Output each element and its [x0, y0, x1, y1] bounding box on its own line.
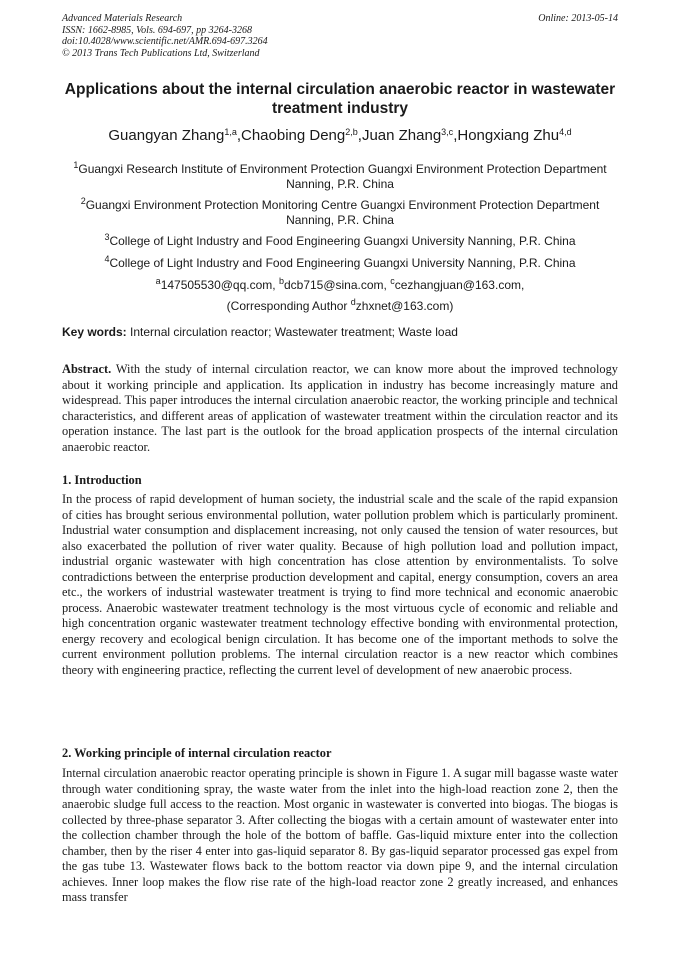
author-sup: 2,b	[345, 127, 358, 137]
email-line	[62, 278, 618, 293]
copyright-line: © 2013 Trans Tech Publications Ltd, Switzerland	[62, 47, 260, 59]
author-list: Guangyan Zhang$^{1,a}$,Chaobing Deng$^{2,b}$,Juan Zhang$^{3,c}$,Hongxiang Zhu$^{4,d}$	[108, 127, 572, 144]
affiliation-number: 2	[80, 196, 86, 206]
abstract	[62, 362, 618, 455]
section-heading: 2. Working principle of internal circulation reactor	[62, 746, 332, 760]
affiliation	[62, 234, 618, 249]
journal-header	[62, 13, 618, 59]
email-marker: a	[155, 276, 161, 286]
online-date: Online: 2013-05-14	[538, 13, 618, 24]
issn-line: ISSN: 1662-8985, Vols. 694-697, pp 3264-3268	[62, 24, 252, 36]
email-c[interactable]: cezhangjuan@163.com,	[394, 278, 525, 292]
email-a[interactable]: 147505530@qq.com,	[160, 278, 279, 292]
keywords-label: Key words:	[62, 325, 127, 339]
corresponding-label: (Corresponding Author	[226, 299, 351, 313]
affiliation-number: 1	[73, 160, 79, 170]
doi-line: doi:10.4028/www.scientific.net/AMR.694-697.3264	[62, 36, 268, 47]
email-marker: d	[350, 297, 356, 307]
email-marker: b	[278, 276, 284, 286]
affiliation-text: College of Light Industry and Food Engineering Guangxi University Nanning, P.R. China	[109, 256, 576, 270]
keywords	[62, 325, 618, 339]
paper-title: Applications about the internal circulation anaerobic reactor in wastewater treatment industry	[64, 81, 616, 117]
email-marker: c	[390, 276, 395, 286]
affiliation	[62, 256, 618, 271]
journal-name: Advanced Materials Research	[62, 13, 183, 24]
author-sup: 4,d	[559, 127, 572, 137]
author-name: Guangyan Zhang	[108, 127, 225, 144]
email-b[interactable]: dcb715@sina.com,	[283, 278, 391, 292]
author-sup: 1,a	[224, 127, 237, 137]
affiliation-text: College of Light Industry and Food Engineering Guangxi University Nanning, P.R. China	[109, 234, 576, 248]
abstract-text: With the study of internal circulation reactor, we can know more about the improved technology about it working principle and application. Its application in industry has become increasingly mature and widespread. This paper introduces the internal circulation anaerobic reactor, the working principle and technical characteristics, and different areas of application of wastewater treatment within the circulation reactor and its operation instance. The last part is the outlook for the broad application prospects of the internal circulation anaerobic reactor.	[62, 362, 618, 454]
corresponding-author-line	[62, 299, 618, 314]
abstract-label: Abstract.	[62, 362, 112, 376]
affiliation-text: Guangxi Environment Protection Monitoring Centre Guangxi Environment Protection Department Nanning, P.R. China	[85, 198, 600, 227]
author-name: Chaobing Deng	[241, 127, 346, 144]
affiliation	[62, 198, 618, 227]
keywords-text: Internal circulation reactor; Wastewater treatment; Waste load	[126, 325, 458, 339]
email-d[interactable]: zhxnet@163.com)	[355, 299, 454, 313]
author-name: Hongxiang Zhu	[457, 127, 560, 144]
affiliation-number: 3	[104, 232, 110, 242]
section-body: Internal circulation anaerobic reactor operating principle is shown in Figure 1. A sugar mill bagasse waste water through water conditioning spray, the waste water from the inlet into the high-load reaction zone 2, then the anaerobic sludge full access to the reaction. Most organic in wastewater is converted into biogas. The biogas is collected by three-phase separator 3. After collecting the biogas with a certain amount of wastewater enter into the collection chamber through the hole of the bottom of baffle. Gas-liquid mixture enter into the collection chamber, then by the riser 4 enter into gas-liquid separator 8. By gas-liquid separator processed gas expel from the gas tube 13. Wastewater flows back to the bottom reactor via down pipe 9, and the internal circulation achieves. Inner loop makes the flow rise rate of the high-load reactor zone 2 greatly increased, and enhances mass transfer	[62, 766, 618, 905]
author-sup: 3,c	[441, 127, 454, 137]
section-heading: 1. Introduction	[62, 473, 142, 487]
author-name: Juan Zhang	[361, 127, 442, 144]
affiliation-text: Guangxi Research Institute of Environment Protection Guangxi Environment Protection Department Nanning, P.R. China	[78, 162, 607, 191]
section-body: In the process of rapid development of human society, the industrial scale and the scale of the rapid expansion of cities has brought serious environmental pollution, water pollution problem which is particularly prominent. Industrial water consumption and displacement increasing, not only caused the tension of water resources, but also exacerbated the pollution of river water quality. Because of high pollution load and pollution impact, industrial organic wastewater with high concentration has close attention by environmentalists. To solve contradictions between the enterprise production development and capital, energy consumption, covers an area etc., the workers of industrial wastewater treatment is trying to find more technical and economic anaerobic process. Anaerobic wastewater treatment technology is the most virtuous cycle of economic and reliable and high concentration organic wastewater treatment technology effective bonding with environmental protection, energy recovery and ecological benign circulation. It has become one of the important methods to solve the current environment pollution problems. The internal circulation reactor is a new reactor which combines theory with engineering practice, reflecting the current level of development of new anaerobic process.	[62, 492, 618, 678]
affiliation	[62, 162, 618, 191]
affiliation-number: 4	[104, 254, 110, 264]
